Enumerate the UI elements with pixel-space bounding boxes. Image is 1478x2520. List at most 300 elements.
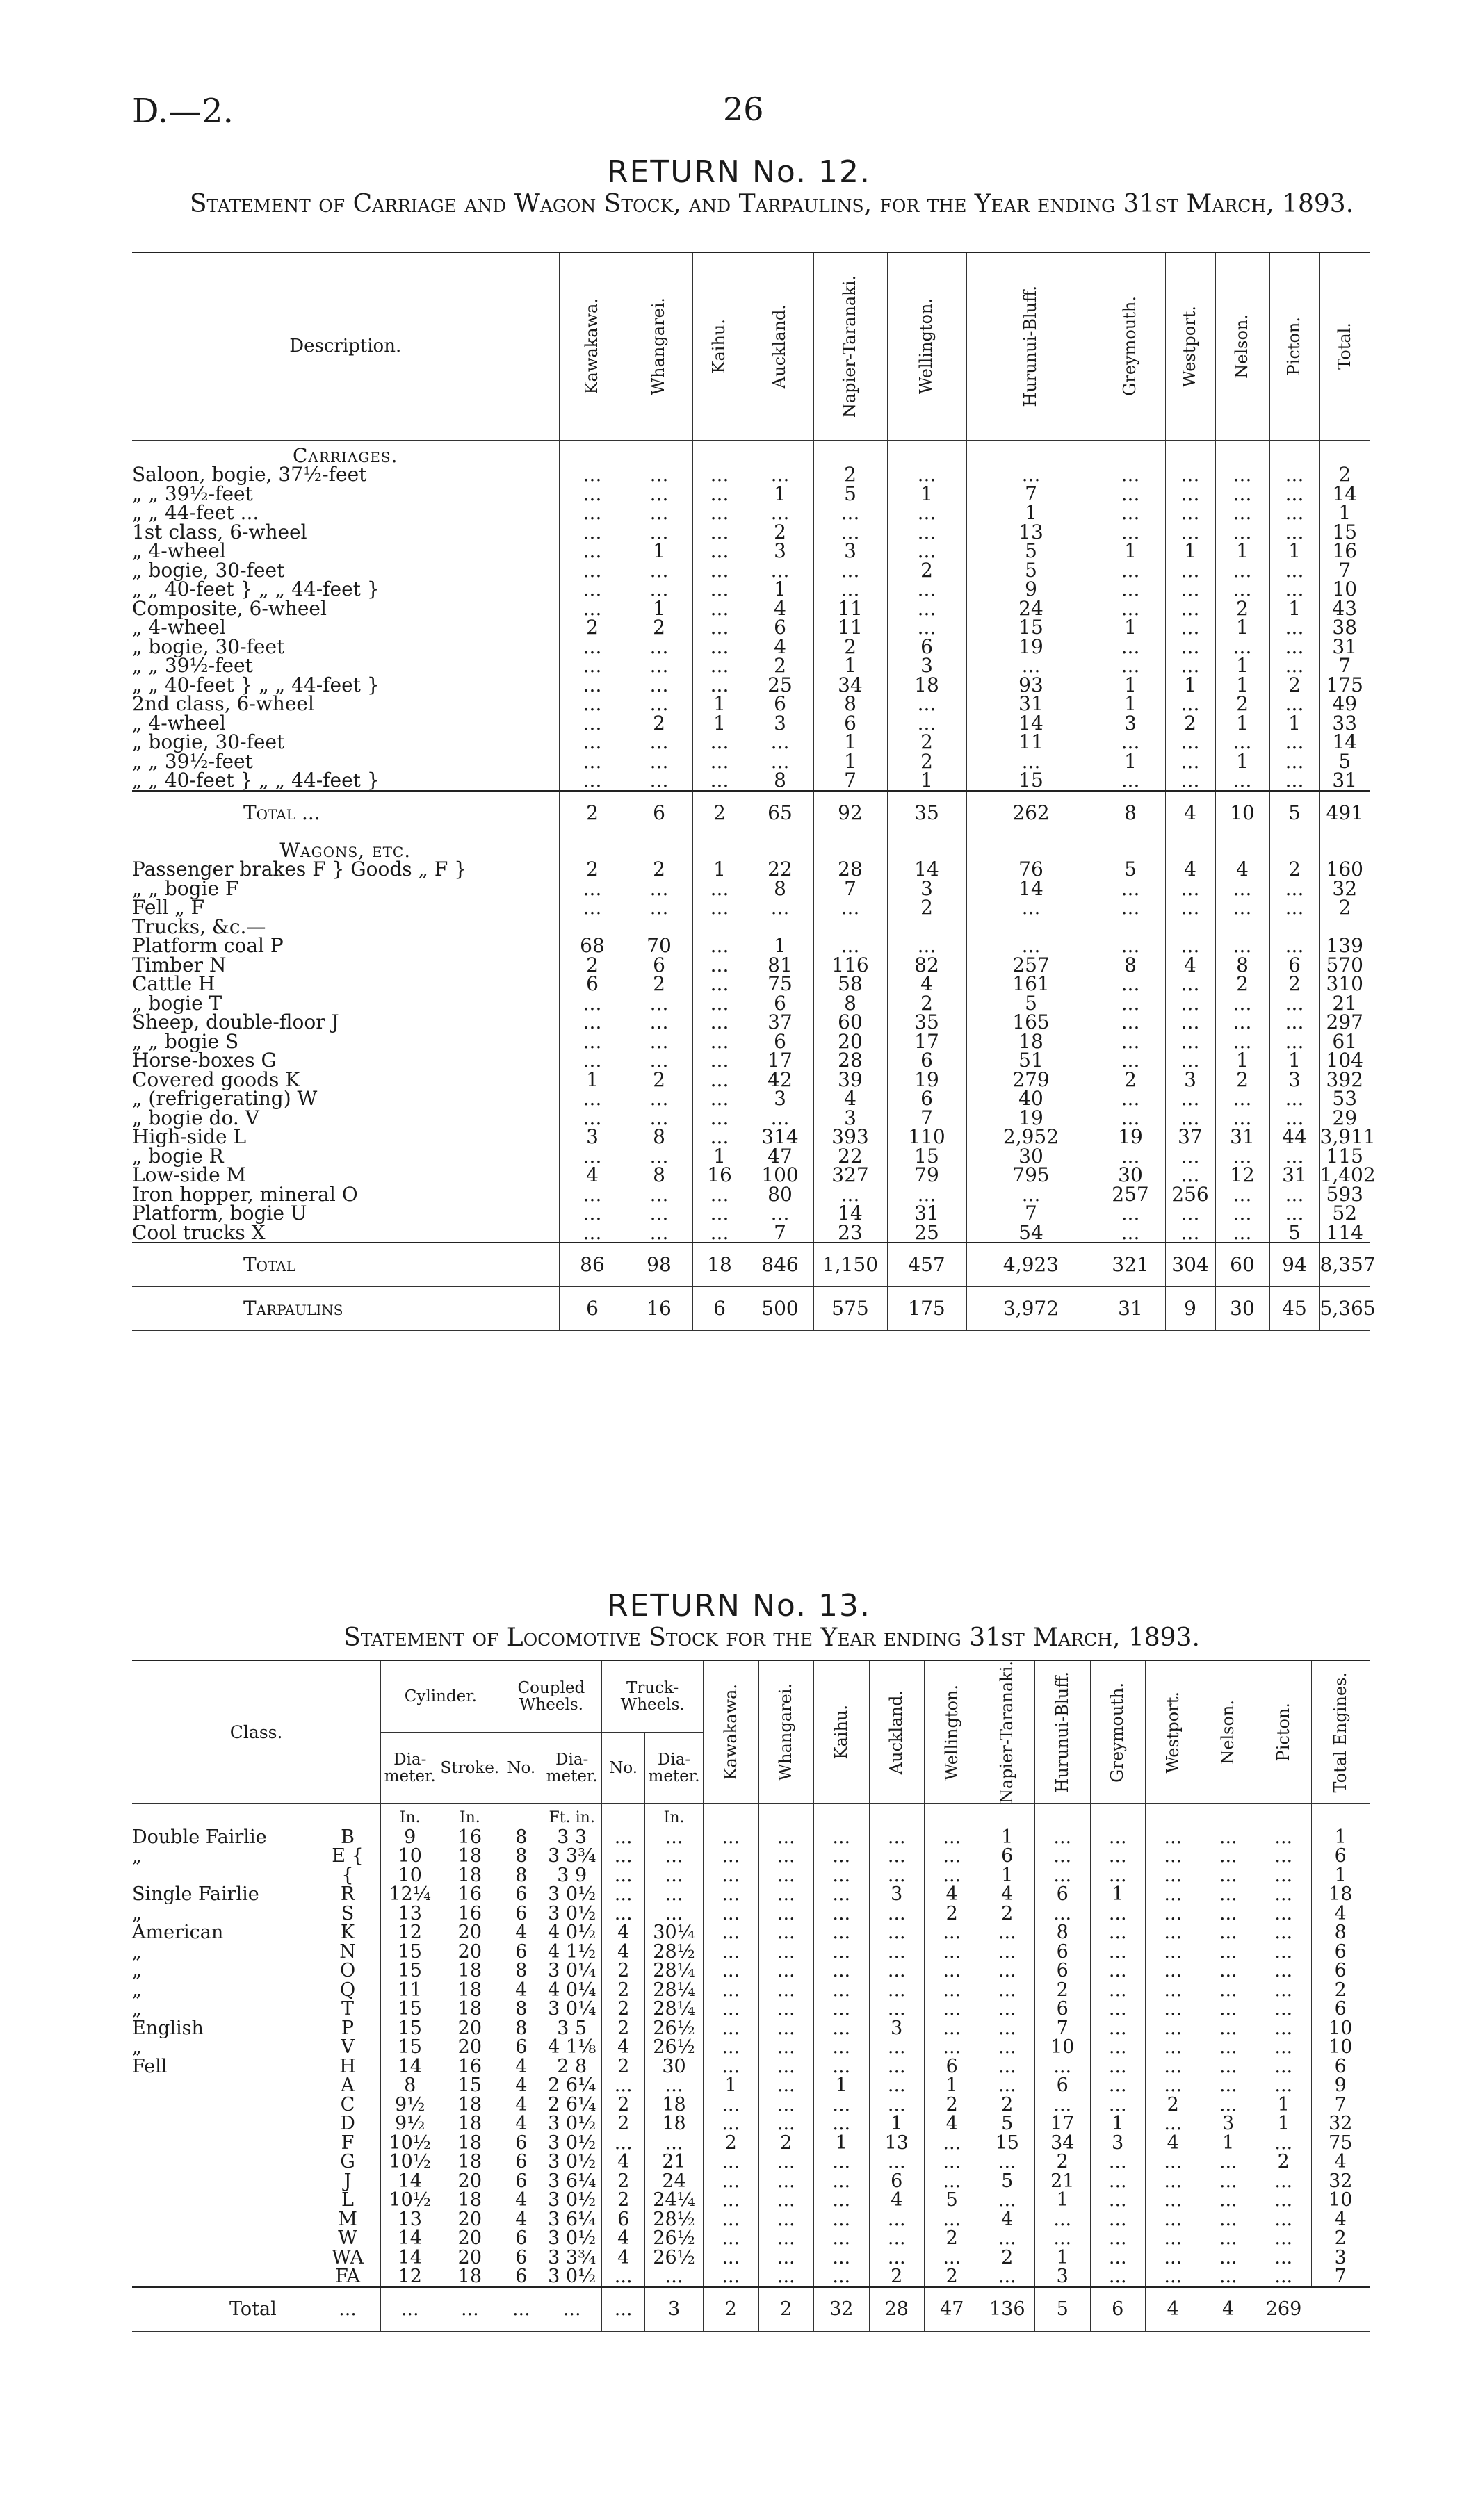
column-label: Kaihu. xyxy=(831,1705,851,1760)
column-label: Nelson. xyxy=(1232,313,1252,379)
cell-value: 6 xyxy=(925,2057,980,2077)
cell-value: 2 xyxy=(758,2287,814,2332)
cell-value: ... xyxy=(559,580,626,599)
cell-value: ... xyxy=(704,1904,759,1924)
cell-value: ... xyxy=(925,2248,980,2268)
cell-value: ... xyxy=(1146,2057,1201,2077)
cell-value: 165 xyxy=(966,1013,1096,1032)
cell-value: ... xyxy=(1096,936,1165,956)
cell-value: 1 xyxy=(1215,676,1269,695)
cell-value: ... xyxy=(1215,771,1269,791)
empty-cell xyxy=(747,440,813,465)
cell-value: ... xyxy=(1035,1847,1091,1866)
engine-type: „ xyxy=(132,2036,142,2059)
cell-value: ... xyxy=(1035,2229,1091,2248)
cell-value: ... xyxy=(1165,465,1215,484)
empty-cell xyxy=(966,440,1096,465)
cell-value: ... xyxy=(1269,1108,1319,1128)
cell-value: ... xyxy=(1090,1847,1146,1866)
cell-value: 4 xyxy=(1311,2152,1370,2172)
column-label: Kawakawa. xyxy=(582,298,602,395)
class-letter: O xyxy=(339,1960,356,1982)
locomotive-row xyxy=(132,2114,1370,2134)
cell-value: ... xyxy=(887,936,966,956)
cell-value: ... xyxy=(925,1999,980,2019)
cell-value: 31 xyxy=(1319,637,1370,657)
cell-value: 93 xyxy=(966,676,1096,695)
cell-value: 30 xyxy=(645,2057,704,2077)
column-label: Wellington. xyxy=(941,1684,961,1781)
cell-value: 4 xyxy=(1215,860,1269,879)
cell-value: ... xyxy=(869,1961,925,1981)
cell-value: ... xyxy=(1096,898,1165,917)
unit-label: Ft. in. xyxy=(542,1804,602,1828)
cell-value: ... xyxy=(692,1127,747,1147)
cell-value: ... xyxy=(1165,1013,1215,1032)
cell-value: ... xyxy=(692,879,747,899)
cell-value: ... xyxy=(887,523,966,542)
cell-value: ... xyxy=(1090,1961,1146,1981)
cell-value: ... xyxy=(758,1828,814,1847)
cell-value: 10 xyxy=(1215,791,1269,835)
cell-value: 2 xyxy=(1269,860,1319,879)
cell-value: 11 xyxy=(813,618,887,637)
cell-value: ... xyxy=(602,1904,645,1924)
engine-type xyxy=(132,2114,315,2134)
cell-value: ... xyxy=(1090,1981,1146,2000)
cell-value: 10½ xyxy=(381,2152,439,2172)
locomotive-row xyxy=(132,2057,1370,2077)
cell-value: 4 xyxy=(602,2038,645,2057)
cell-value: ... xyxy=(559,994,626,1013)
cell-value: 15 xyxy=(966,618,1096,637)
cell-value: ... xyxy=(1201,1885,1256,1904)
cell-value: ... xyxy=(645,1885,704,1904)
cell-value: ... xyxy=(1090,2019,1146,2038)
cell-value: ... xyxy=(1201,1866,1256,1885)
cell-value: ... xyxy=(1256,2229,1312,2248)
cell-value: 18 xyxy=(439,2152,501,2172)
description-header xyxy=(132,252,559,440)
cell-value: ... xyxy=(758,1866,814,1885)
class-letter: L xyxy=(341,2189,354,2211)
cell-value: ... xyxy=(1256,1942,1312,1962)
page-number: 26 xyxy=(723,90,764,128)
cell-value: ... xyxy=(869,2248,925,2268)
cell-value: 8 xyxy=(626,1127,692,1147)
cell-value: ... xyxy=(980,1999,1035,2019)
cell-value: ... xyxy=(1146,2267,1201,2287)
cell-value: 4 xyxy=(1311,1904,1370,1924)
cell-value: ... xyxy=(704,2152,759,2172)
cell-value: ... xyxy=(692,898,747,917)
cell-value: ... xyxy=(1096,637,1165,657)
cell-value: 570 xyxy=(1319,956,1370,975)
cell-value: ... xyxy=(626,1204,692,1223)
district-header xyxy=(692,252,747,440)
cell-value: 10½ xyxy=(381,2191,439,2210)
cell-value: 30¼ xyxy=(645,1923,704,1942)
cell-value: 4 xyxy=(501,2191,542,2210)
wagon-row xyxy=(132,1185,1370,1204)
cell-value: ... xyxy=(626,694,692,714)
cell-value: 2 xyxy=(1215,694,1269,714)
cell-value: ... xyxy=(381,2287,439,2332)
cell-value: ... xyxy=(747,1108,813,1128)
cell-value: 2,952 xyxy=(966,1127,1096,1147)
cell-value: 2 xyxy=(1146,2095,1201,2115)
cell-value: 2 xyxy=(1215,974,1269,994)
cell-value xyxy=(1165,917,1215,937)
cell-value xyxy=(559,917,626,937)
empty-cell xyxy=(758,1804,814,1828)
cell-value: ... xyxy=(704,2210,759,2229)
cell-value: ... xyxy=(1256,1866,1312,1885)
cell-value: 139 xyxy=(1319,936,1370,956)
empty-cell xyxy=(1096,835,1165,860)
cell-value: ... xyxy=(1096,1223,1165,1243)
cell-value: ... xyxy=(559,879,626,899)
cell-value: ... xyxy=(704,1828,759,1847)
cell-value: 16 xyxy=(692,1165,747,1185)
cell-value: 1 xyxy=(692,860,747,879)
cell-value: 9½ xyxy=(381,2095,439,2115)
cell-value: ... xyxy=(626,656,692,676)
cell-value: ... xyxy=(1165,1204,1215,1223)
cell-value: ... xyxy=(1201,2229,1256,2248)
cell-value: 1 xyxy=(1096,541,1165,561)
cell-value: ... xyxy=(758,2229,814,2248)
row-label: Tarpaulins xyxy=(243,1297,343,1320)
cell-value: ... xyxy=(1165,994,1215,1013)
cell-value: 14 xyxy=(966,714,1096,733)
cell-value: 5 xyxy=(966,561,1096,580)
empty-cell xyxy=(925,1804,980,1828)
cell-value: 2 xyxy=(925,2095,980,2115)
cell-value: ... xyxy=(1146,1866,1201,1885)
cell-value: ... xyxy=(980,1923,1035,1942)
cell-value: ... xyxy=(869,1847,925,1866)
cell-value: 392 xyxy=(1319,1070,1370,1090)
cell-value: 2 xyxy=(1311,1981,1370,2000)
sub-header: Dia-meter. xyxy=(542,1733,602,1804)
cell-value: ... xyxy=(626,879,692,899)
class-letter: C xyxy=(340,2093,355,2116)
cell-value: ... xyxy=(814,1885,870,1904)
cell-value: 3 0¼ xyxy=(542,1999,602,2019)
cell-value: 1 xyxy=(1201,2134,1256,2153)
cell-value: ... xyxy=(758,2152,814,2172)
cell-value: 2 xyxy=(1311,2229,1370,2248)
cell-value: ... xyxy=(869,2038,925,2057)
cell-value: 2 xyxy=(602,2019,645,2038)
locomotive-row xyxy=(132,1961,1370,1981)
cell-value: ... xyxy=(1146,2172,1201,2191)
class-letter: B xyxy=(341,1826,355,1848)
cell-value: 14 xyxy=(381,2172,439,2191)
cell-value: 15 xyxy=(887,1147,966,1166)
cell-value: ... xyxy=(1165,1147,1215,1166)
column-label: Whangarei. xyxy=(649,297,669,395)
cell-value: 3 xyxy=(1090,2134,1146,2153)
cell-value: ... xyxy=(1146,2210,1201,2229)
empty-cell xyxy=(813,440,887,465)
cell-value: 6 xyxy=(501,2134,542,2153)
carriage-row xyxy=(132,503,1370,523)
cell-value: ... xyxy=(1201,2038,1256,2057)
cell-value: ... xyxy=(1090,1999,1146,2019)
row-label: „ bogie, 30-feet xyxy=(132,635,285,658)
cell-value: ... xyxy=(869,2076,925,2095)
cell-value: ... xyxy=(1269,1032,1319,1052)
wagon-row xyxy=(132,956,1370,975)
cell-value: 3 xyxy=(747,1089,813,1108)
cell-value: ... xyxy=(626,1013,692,1032)
cell-value: 310 xyxy=(1319,974,1370,994)
cell-value: ... xyxy=(980,2076,1035,2095)
cell-value: 1 xyxy=(1035,2191,1091,2210)
cell-value: ... xyxy=(692,465,747,484)
cell-value: 1 xyxy=(747,484,813,504)
row-label: Covered goods K xyxy=(132,1067,300,1091)
cell-value: ... xyxy=(1035,1904,1091,1924)
cell-value: 1 xyxy=(1096,752,1165,771)
cell-value: 8,357 xyxy=(1319,1243,1370,1287)
cell-value: 2 xyxy=(758,2134,814,2153)
sub-header: Dia-meter. xyxy=(381,1733,439,1804)
cell-value: 110 xyxy=(887,1127,966,1147)
cell-value: ... xyxy=(925,1923,980,1942)
cell-value: ... xyxy=(1215,1089,1269,1108)
cell-value: ... xyxy=(626,676,692,695)
cell-value: ... xyxy=(1269,656,1319,676)
cell-value: ... xyxy=(692,523,747,542)
cell-value: ... xyxy=(1146,2114,1201,2134)
cell-value: ... xyxy=(704,1885,759,1904)
cell-value: 4 xyxy=(501,1981,542,2000)
cell-value: 10 xyxy=(1319,580,1370,599)
cell-value: 43 xyxy=(1319,599,1370,619)
cell-value: ... xyxy=(1165,879,1215,899)
cell-value: 6 xyxy=(692,1287,747,1331)
locomotive-row xyxy=(132,1942,1370,1962)
cell-value: 3 xyxy=(1096,714,1165,733)
cell-value: 1 xyxy=(1269,599,1319,619)
cell-value: 25 xyxy=(887,1223,966,1243)
cell-value: 4 xyxy=(887,974,966,994)
cell-value: 15 xyxy=(439,2076,501,2095)
cell-value: 6 xyxy=(501,2229,542,2248)
wagon-row xyxy=(132,1127,1370,1147)
cell-value: 6 xyxy=(1090,2287,1146,2332)
cell-value: 19 xyxy=(887,1070,966,1090)
cell-value: ... xyxy=(869,1981,925,2000)
carriage-row xyxy=(132,484,1370,504)
cell-value: 2 xyxy=(626,1070,692,1090)
cell-value: 82 xyxy=(887,956,966,975)
row-label: Timber N xyxy=(132,953,227,976)
cell-value: 3 xyxy=(559,1127,626,1147)
cell-value: ... xyxy=(1256,1981,1312,2000)
cell-value: 3 0½ xyxy=(542,2191,602,2210)
cell-value: ... xyxy=(1269,898,1319,917)
cell-value: 28¼ xyxy=(645,1999,704,2019)
class-letter: W xyxy=(338,2227,357,2250)
empty-cell xyxy=(704,1804,759,1828)
cell-value: 10 xyxy=(1311,2019,1370,2038)
cell-value: 4 xyxy=(559,1165,626,1185)
cell-value: ... xyxy=(980,1981,1035,2000)
cell-value: ... xyxy=(925,2038,980,2057)
locomotive-row xyxy=(132,2248,1370,2268)
cell-value: ... xyxy=(1201,2057,1256,2077)
locomotive-row xyxy=(132,1847,1370,1866)
cell-value: ... xyxy=(758,1923,814,1942)
cell-value: ... xyxy=(559,484,626,504)
cell-value: 161 xyxy=(966,974,1096,994)
cell-value: 31 xyxy=(1096,1287,1165,1331)
cell-value: 16 xyxy=(439,1904,501,1924)
locomotive-row xyxy=(132,1981,1370,2000)
row-label: „ (refrigerating) W xyxy=(132,1087,318,1110)
cell-value: ... xyxy=(559,676,626,695)
cell-value: ... xyxy=(758,2191,814,2210)
cell-value: 9 xyxy=(1311,2076,1370,2095)
cell-value: 4 xyxy=(602,2229,645,2248)
cell-value: ... xyxy=(1269,936,1319,956)
cell-value: 1 xyxy=(692,694,747,714)
empty-cell xyxy=(1311,1804,1370,1828)
empty-cell xyxy=(1319,440,1370,465)
carriage-row xyxy=(132,752,1370,771)
cell-value: 47 xyxy=(925,2287,980,2332)
cell-value: 58 xyxy=(813,974,887,994)
engine-type: Double Fairlie xyxy=(132,1826,267,1848)
empty-cell xyxy=(626,440,692,465)
cell-value: 262 xyxy=(966,791,1096,835)
cell-value: 6 xyxy=(747,1032,813,1052)
cell-value: ... xyxy=(1269,561,1319,580)
cell-value: ... xyxy=(439,2287,501,2332)
cell-value: ... xyxy=(814,1866,870,1885)
cell-value: ... xyxy=(1146,1961,1201,1981)
cell-value: ... xyxy=(758,2057,814,2077)
row-label: „ „ 39½-feet xyxy=(132,749,253,773)
column-label: Total. xyxy=(1334,322,1354,370)
engine-type: „ xyxy=(132,1998,142,2020)
cell-value: ... xyxy=(1215,484,1269,504)
cell-value: 75 xyxy=(747,974,813,994)
cell-value: ... xyxy=(966,1185,1096,1204)
empty-cell xyxy=(1165,835,1215,860)
class-letter: M xyxy=(338,2208,357,2230)
cell-value: 10 xyxy=(1311,2038,1370,2057)
cell-value: 175 xyxy=(1319,676,1370,695)
cell-value: 8 xyxy=(1215,956,1269,975)
cell-value: ... xyxy=(1165,752,1215,771)
cell-value: 269 xyxy=(1256,2287,1312,2332)
cell-value: ... xyxy=(692,1051,747,1070)
locomotive-row xyxy=(132,1866,1370,1885)
class-letter: N xyxy=(339,1940,356,1963)
locomotive-total-row xyxy=(132,2287,1370,2332)
class-letter: T xyxy=(341,1998,355,2020)
cell-value: 4 xyxy=(602,1923,645,1942)
column-label: Auckland. xyxy=(770,304,790,388)
cell-value: 1 xyxy=(1096,676,1165,695)
unit-label: In. xyxy=(381,1804,439,1828)
locomotive-row xyxy=(132,2172,1370,2191)
cell-value: 6 xyxy=(1035,2076,1091,2095)
cell-value: 3 xyxy=(1201,2114,1256,2134)
cell-value: 14 xyxy=(1319,733,1370,752)
district-header xyxy=(887,252,966,440)
cell-value: ... xyxy=(692,676,747,695)
cell-value: ... xyxy=(1165,1223,1215,1243)
engine-type xyxy=(132,2095,315,2115)
cell-value: ... xyxy=(814,2267,870,2287)
cell-value: 4 xyxy=(925,2114,980,2134)
cell-value: ... xyxy=(887,618,966,637)
cell-value: ... xyxy=(814,2229,870,2248)
cell-value: 2 xyxy=(869,2267,925,2287)
cell-value: ... xyxy=(887,714,966,733)
cell-value: ... xyxy=(1201,1942,1256,1962)
carriage-wagon-table xyxy=(132,252,1376,1331)
cell-value: 297 xyxy=(1319,1013,1370,1032)
cell-value: 304 xyxy=(1165,1243,1215,1287)
engine-type: Fell xyxy=(132,2055,168,2077)
cell-value: ... xyxy=(813,1185,887,1204)
cell-value: 28¼ xyxy=(645,1961,704,1981)
cell-value: ... xyxy=(1090,1904,1146,1924)
sub-header: No. xyxy=(602,1733,645,1804)
cell-value: 31 xyxy=(1269,1165,1319,1185)
cell-value: ... xyxy=(1201,1847,1256,1866)
class-letter: G xyxy=(340,2151,355,2173)
cell-value: ... xyxy=(1269,637,1319,657)
cell-value: ... xyxy=(704,2038,759,2057)
cell-value: 3 xyxy=(1165,1070,1215,1090)
district-header xyxy=(559,252,626,440)
cell-value: 9 xyxy=(1165,1287,1215,1331)
cell-value: ... xyxy=(966,936,1096,956)
district-header xyxy=(1201,1660,1256,1804)
cell-value: ... xyxy=(1256,2134,1312,2153)
engine-type: „ xyxy=(132,1960,142,1982)
cell-value: 30 xyxy=(1215,1287,1269,1331)
cell-value: ... xyxy=(626,733,692,752)
cell-value: ... xyxy=(1165,1108,1215,1128)
cell-value: 1 xyxy=(980,1866,1035,1885)
cell-value: 6 xyxy=(559,1287,626,1331)
cell-value: 2 xyxy=(1269,676,1319,695)
class-letter: E { xyxy=(332,1845,364,1867)
cell-value: 6 xyxy=(1035,1885,1091,1904)
cell-value: 61 xyxy=(1319,1032,1370,1052)
district-header xyxy=(1035,1660,1091,1804)
cell-value: 6 xyxy=(501,1942,542,1962)
cell-value: ... xyxy=(704,1847,759,1866)
cell-value: 6 xyxy=(602,2210,645,2229)
cell-value: ... xyxy=(692,561,747,580)
cell-value: 1,150 xyxy=(813,1243,887,1287)
cell-value: 4 xyxy=(747,637,813,657)
cell-value: ... xyxy=(1096,1147,1165,1166)
cell-value: 575 xyxy=(813,1287,887,1331)
sub-header: No. xyxy=(501,1733,542,1804)
cell-value: ... xyxy=(692,618,747,637)
